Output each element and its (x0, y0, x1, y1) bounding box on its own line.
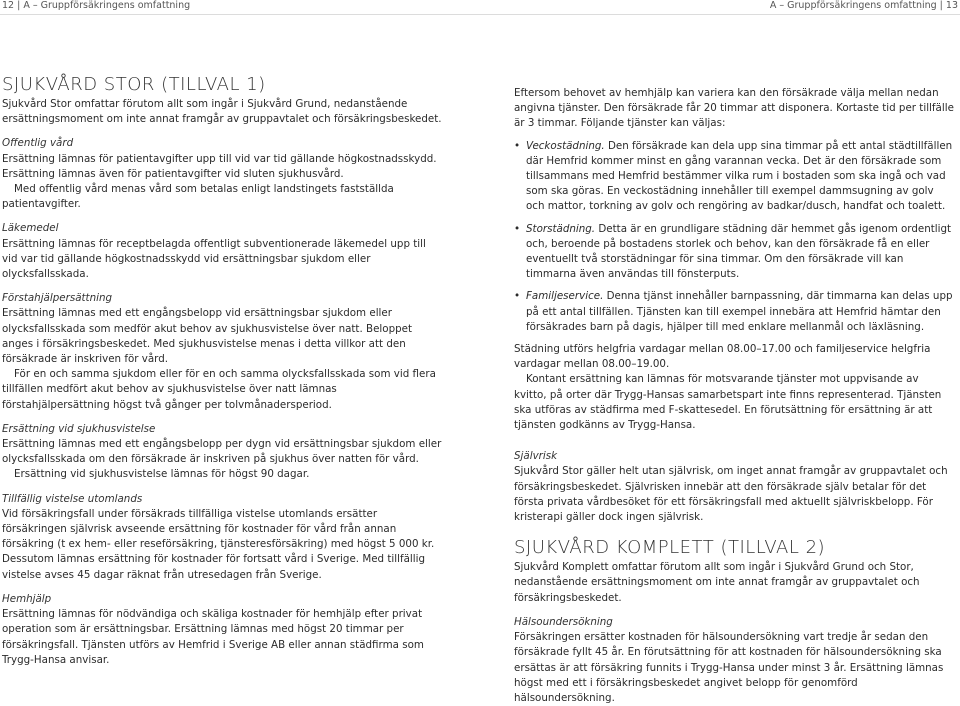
halso-paragraph: Försäkringen ersätter kostnaden för hälsoundersökning vart tredje år sedan den försäkrade fyllt 45 år. En förutsättning för att kostnaden för hälsoundersökning ska ersättas är att försäkring funnits i Trygg-Hansa under minst 3 år. Ersättning lämnas högst med ett i försäkringsbeskedet angivet belopp för genomförd hälsoundersökning. (514, 631, 944, 704)
lakemedel-paragraph: Ersättning lämnas för receptbelagda offentligt subventionerade läkemedel upp till vid var tid gällande högkostnadsskydd vid ersättningsbar sjukdom eller olycksfallsskada. (2, 237, 426, 281)
heading-vistelse-utomlands: Tillfällig vistelse utomlands (2, 492, 143, 505)
heading-offentlig-vard: Offentlig vård (2, 137, 74, 150)
bullet-lead: Familjeservice. (526, 290, 604, 303)
heading-lakemedel: Läkemedel (2, 222, 59, 235)
right-column (514, 86, 954, 706)
sjalvrisk-paragraph: Sjukvård Stor gäller helt utan självrisk, om inget annat framgår av gruppavtalet och försäkringsbeskedet. Självrisken innebär att den försäkrade själv betalar för det första privata vårdbesöket för ett försäkringsfall med aktuellt självriskbelopp. För kristerapi gäller dock ingen självrisk. (514, 465, 948, 524)
bullet-lead: Veckostädning. (526, 139, 605, 152)
heading-halsoundersokning: Hälsoundersökning (514, 615, 613, 628)
offentlig-paragraph-2: Med offentlig vård menas vård som betalas enligt landstingets fastställda patientavgifter. (2, 183, 394, 211)
bullet-text: Detta är en grundligare städning där hemmet gås igenom ordentligt och, beroende på bostadens storlek och behov, kan den försäkrade få en eller eventuellt två storstädningar för sina timmar. Om den försäkrade vill kan timmarna även användas till fönsterputs. (526, 222, 952, 281)
forsta-paragraph-2: För en och samma sjukdom eller för en och samma olycksfallsskada som vid flera tillfällen medfört akut behov av sjukhusvistelse över natt lämnas förstahjälpersättning högst två gånger per tolvmånadersperiod. (2, 368, 436, 411)
bullet-text: Den försäkrade kan dela upp sina timmar på ett antal städtillfällen där Hemfrid kommer minst en gång varannan vecka. Det är den försäkrade som tillsammans med Hemfrid bestämmer vilka rum i bostaden som ska ingå och vad som ska göras. En veckostädning innehåller till exempel dammsugning av golv och mattor, torkning av golv och rengöring av badkar/dusch, handfat och toalett. (526, 139, 953, 213)
bullet-text: Denna tjänst innehåller barnpassning, där timmarna kan delas upp på ett antal tillfällen. Tjänsten kan till exempel innebära att Hemfrid hämtar den försäkrades barn på dagis, hjälper till med enklare mellanmål och läxläsning. (526, 290, 953, 333)
heading-forstahjalpersattning: Förstahjälpersättning (2, 292, 113, 305)
forsta-paragraph-1: Ersättning lämnas med ett engångsbelopp vid ersättningsbar sjukdom eller olycksfallsskada som medför akut behov av sjukhusvistelse över natt. Beloppet anges i försäkringsbeskedet. Med sjukhusvistelse menas i detta villkor att den försäkrade är inskriven för vård. (2, 307, 413, 366)
bullet-lead: Storstädning. (526, 222, 596, 235)
hours-paragraph: Städning utförs helgfria vardagar mellan 08.00–17.00 och familjeservice helgfria vardagar mellan 08.00–19.00. (514, 343, 931, 371)
vistelse-paragraph-2: Ersättning vid sjukhusvistelse lämnas för högst 90 dagar. (14, 468, 310, 481)
intro-paragraph: Sjukvård Stor omfattar förutom allt som ingår i Sjukvård Grund, nedanstående ersättningsmoment om inte annat framgår av gruppavtalet och försäkringsbeskedet. (2, 98, 442, 126)
list-item (514, 139, 954, 215)
header-right: A – Gruppförsäkringens omfattning | 13 (769, 0, 958, 11)
hemhjalp-intro-paragraph: Eftersom behovet av hemhjälp kan variera kan den försäkrade välja mellan nedan angivna tjänster. Den försäkrade får 20 timmar att disponera. Kortaste tid per tillfälle är 3 timmar. Följande tjänster kan väljas: (514, 87, 954, 130)
page-header (0, 0, 960, 14)
heading-hemhjalp: Hemhjälp (2, 592, 52, 605)
heading-sjalvrisk: Självrisk (514, 450, 558, 463)
komplett-intro-paragraph: Sjukvård Komplett omfattar förutom allt som ingår i Sjukvård Grund och Stor, nedanstående ersättningsmoment om inte annat framgår av gruppavtalet och försäkringsbeskedet. (514, 561, 920, 604)
section-title-sjukvard-stor: SJUKVÅRD STOR (TILLVAL 1) (2, 74, 266, 95)
header-left: 12 | A – Gruppförsäkringens omfattning (2, 0, 191, 11)
hemhjalp-paragraph: Ersättning lämnas för nödvändiga och skäliga kostnader för hemhjälp efter privat operation som är ersättningsbar. Ersättning lämnas med högst 20 timmar per försäkringsfall. Tjänsten utförs av Hemfrid i Sverige AB eller annan städfirma som Trygg-Hansa anvisar. (2, 608, 424, 666)
offentlig-paragraph-1: Ersättning lämnas för patientavgifter upp till vid var tid gällande högkostnadsskydd. Ersättning lämnas även för patientavgifter vid sluten sjukhusvård. (2, 152, 437, 180)
section-title-sjukvard-komplett: SJUKVÅRD KOMPLETT (TILLVAL 2) (514, 537, 826, 559)
cash-compensation-paragraph: Kontant ersättning kan lämnas för motsvarande tjänster mot uppvisande av kvitto, på orter där Trygg-Hansas samarbetspart inte finns representerad. Tjänsten ska utföras av städfirma med F-skattesedel. En förutsättning för ersättning är att tjänsten godkänns av Trygg-Hansa. (514, 373, 942, 432)
vistelse-paragraph-1: Ersättning lämnas med ett engångsbelopp per dygn vid ersättningsbar sjukdom eller olycksfallsskada om den försäkrade är inskriven på sjukhus över natten för vård. (2, 438, 442, 466)
service-list (514, 139, 954, 335)
list-item (514, 222, 954, 283)
left-column (2, 74, 442, 668)
heading-sjukhusvistelse: Ersättning vid sjukhusvistelse (2, 422, 156, 435)
header-divider (0, 14, 960, 15)
utomlands-paragraph: Vid försäkringsfall under försäkrads tillfälliga vistelse utomlands ersätter försäkringen självrisk avseende ersättning för kostnader för vård från annan försäkring (t ex hem- eller reseförsäkring, tjänsteresförsäkring) med högst 5 000 kr. Dessutom lämnas ersättning för kostnader för fortsatt vård i Sverige. Med tillfällig vistelse avses 45 dagar räknat från utresedagen från Sverige. (2, 507, 435, 581)
list-item (514, 289, 954, 335)
